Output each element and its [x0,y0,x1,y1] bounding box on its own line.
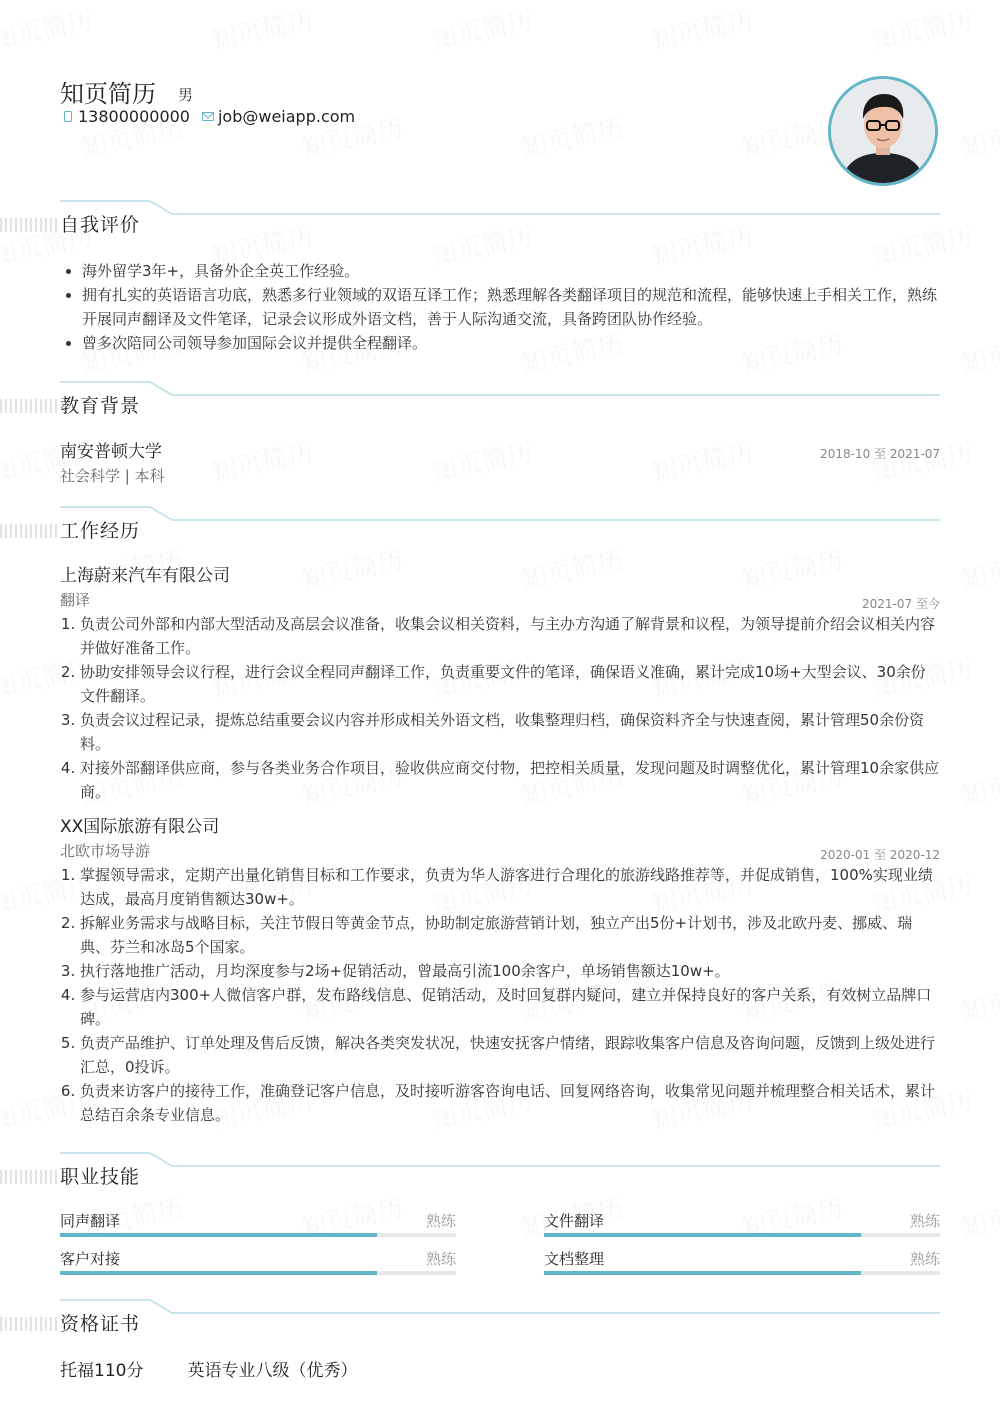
skill-name: 文件翻译 [544,1212,605,1230]
list-item: 4. 参与运营店内300+人微信客户群，发布路线信息、促销活动，及时回复群内疑问，建立并保持良好的客户关系，有效树立品牌口碑。 [80,983,940,1031]
skill-bar-fill [60,1271,377,1275]
section-title: 资格证书 [60,1313,141,1335]
list-item: 6. 负责来访客户的接待工作，准确登记客户信息，及时接听游客咨询电话、回复网络咨询，收集常见问题并梳理整合相关话术，累计总结百余条专业信息。 [80,1079,940,1127]
section-stripes [0,524,58,538]
list-item: • 海外留学3年+，具备外企全英工作经验。 [82,259,940,283]
job-date: 2020-01 至 2020-12 [820,848,940,862]
skill-item [60,1248,456,1278]
section-header-work [0,502,1000,542]
skill-item [544,1248,940,1278]
education-detail: 社会科学 | 本科 [60,467,165,485]
section-stripes [0,1317,58,1331]
school-name: 南安普顿大学 [60,442,162,462]
list-item: 4. 对接外部翻译供应商，参与各类业务合作项目，验收供应商交付物，把控相关质量，发现问题及时调整优化，累计管理10余家供应商。 [80,756,940,804]
section-header-self [0,196,1000,236]
job-date: 2021-07 至今 [862,597,940,611]
job-role: 翻译 [60,591,91,609]
avatar-photo [831,79,935,183]
list-item: 1. 负责公司外部和内部大型活动及高层会议准备，收集会议相关资料，与主办方沟通了解背景和议程，为领导提前介绍会议相关内容并做好准备工作。 [80,612,940,660]
section-title: 工作经历 [60,520,141,542]
skill-bar [60,1233,456,1237]
company-name: 上海蔚来汽车有限公司 [60,566,230,586]
list-item: 3. 执行落地推广活动，月均深度参与2场+促销活动，曾最高引流100余客户，单场销售额达10w+。 [80,959,940,983]
work-entry [60,564,940,804]
company-name: XX国际旅游有限公司 [60,817,220,837]
self-evaluation [60,259,940,355]
certificates [60,1356,357,1381]
email-contact [202,107,355,126]
work-entry [60,815,940,1127]
phone-contact [64,107,190,126]
section-stripes [0,399,58,413]
skill-item [544,1210,940,1240]
skill-bar [544,1271,940,1275]
skill-level: 熟练 [909,1250,940,1268]
avatar [828,76,938,186]
section-header-education [0,377,1000,417]
skill-level: 熟练 [425,1250,456,1268]
skill-name: 同声翻译 [60,1212,121,1230]
mail-icon [202,112,214,121]
skill-level: 熟练 [909,1212,940,1230]
section-divider [0,1295,1000,1315]
list-item: 3. 负责会议过程记录，提炼总结重要会议内容并形成相关外语文档，收集整理归档，确保资料齐全与快速查阅，累计管理50余份资料。 [80,708,940,756]
skill-name: 客户对接 [60,1250,121,1268]
phone-number: 13800000000 [78,107,190,126]
skill-item [60,1210,456,1240]
contact-info [64,107,367,126]
candidate-gender: 男 [178,86,194,104]
section-divider [0,1148,1000,1168]
job-role: 北欧市场导游 [60,842,151,860]
section-divider [0,196,1000,216]
section-header-skills [0,1148,1000,1188]
phone-icon [64,111,72,122]
list-item: • 曾多次陪同公司领导参加国际会议并提供全程翻译。 [82,331,940,355]
section-title: 自我评价 [60,214,141,236]
skill-level: 熟练 [425,1212,456,1230]
section-divider [0,377,1000,397]
certificate-item: 英语专业八级（优秀） [187,1361,358,1381]
section-header-certs [0,1295,1000,1335]
skill-bar-fill [60,1233,377,1237]
list-item: 2. 协助安排领导会议行程，进行会议全程同声翻译工作，负责重要文件的笔译，确保语义准确，累计完成10场+大型会议、30余份文件翻译。 [80,660,940,708]
skill-bar-fill [544,1271,861,1275]
list-item: • 拥有扎实的英语语言功底，熟悉多行业领域的双语互译工作；熟悉理解各类翻译项目的规范和流程，能够快速上手相关工作，熟练开展同声翻译及文件笔译，记录会议形成外语文档，善于人际沟通交流，具备跨团队协作经验。 [82,283,940,331]
section-stripes [0,1170,58,1184]
section-divider [0,502,1000,522]
education-entry [60,440,940,488]
education-date: 2018-10 至 2021-07 [820,447,940,461]
email-address: job@weiapp.com [217,107,356,126]
certificate-item: 托福110分 [60,1361,144,1381]
list-item: 2. 拆解业务需求与战略目标，关注节假日等黄金节点，协助制定旅游营销计划，独立产出5份+计划书，涉及北欧丹麦、挪威、瑞典、芬兰和冰岛5个国家。 [80,911,940,959]
skill-bar [544,1233,940,1237]
skill-name: 文档整理 [544,1250,605,1268]
list-item: 1. 掌握领导需求，定期产出量化销售目标和工作要求，负责为华人游客进行合理化的旅游线路推荐等，并促成销售，100%实现业绩达成，最高月度销售额达30w+。 [80,863,940,911]
section-stripes [0,218,58,232]
section-title: 职业技能 [60,1166,141,1188]
skill-bar-fill [544,1233,861,1237]
skill-bar [60,1271,456,1275]
section-title: 教育背景 [60,395,141,417]
list-item: 5. 负责产品维护、订单处理及售后反馈，解决各类突发状况，快速安抚客户情绪，跟踪收集客户信息及咨询问题，反馈到上级处进行汇总，0投诉。 [80,1031,940,1079]
candidate-name: 知页简历 [60,80,156,108]
resume-header [60,72,940,192]
